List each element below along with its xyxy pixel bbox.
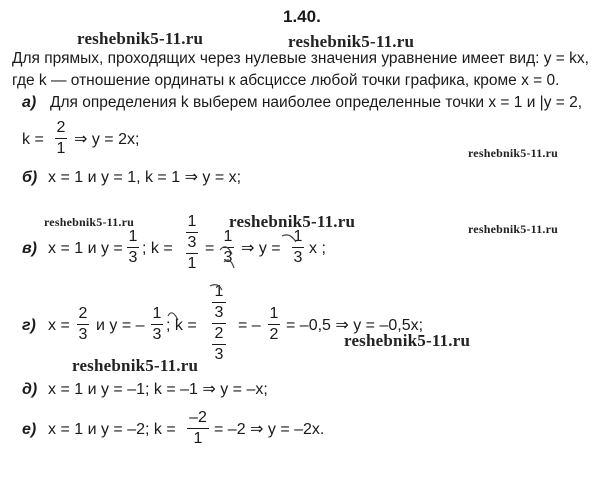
fraction-numerator: 1	[223, 228, 233, 245]
fraction-numerator: 1	[187, 213, 197, 230]
fraction-numerator: 1	[293, 228, 303, 245]
item-v-k-compound-fraction	[186, 214, 198, 272]
watermark: reshebnik5-11.ru	[468, 146, 558, 160]
item-g-result: = –0,5 ⇒ y = –0,5x;	[286, 317, 424, 334]
fraction-bar	[187, 428, 209, 429]
intro-line-2: где k — отношение ординаты к абсциссе любой точки графика, кроме x = 0.	[12, 72, 560, 89]
pen-scratch-marks	[160, 282, 230, 332]
fraction-bar	[212, 344, 226, 345]
fraction-denominator: 2	[269, 326, 279, 343]
fraction-numerator: –2	[189, 409, 207, 426]
item-v-result-prefix: ⇒ y =	[241, 240, 281, 257]
fraction-numerator: 2	[56, 119, 66, 136]
fraction-denominator: 3	[187, 234, 197, 251]
item-g-result-fraction	[268, 306, 280, 343]
watermark: reshebnik5-11.ru	[229, 212, 356, 231]
fraction-denominator: 3	[214, 304, 224, 321]
item-b-label: б)	[22, 169, 38, 186]
item-d-text: x = 1 и y = –1; k = –1 ⇒ y = –x;	[48, 381, 268, 398]
item-a-result: ⇒ y = 2x;	[74, 131, 140, 148]
watermark: reshebnik5-11.ru	[344, 331, 471, 350]
item-g-x-fraction	[77, 306, 89, 343]
item-a-text: Для определения k выберем наиболее определенные точки x = 1 и |y = 2,	[50, 94, 583, 111]
item-e-result: = –2 ⇒ y = –2x.	[214, 421, 325, 438]
fraction-denominator: 3	[293, 249, 303, 266]
watermark: reshebnik5-11.ru	[288, 32, 415, 51]
fraction-denominator: 3	[128, 249, 138, 266]
pen-scratch-marks	[216, 232, 326, 272]
fraction-bar	[268, 324, 280, 325]
fraction-denominator: 3	[78, 326, 88, 343]
fraction-denominator: 1	[56, 140, 66, 157]
fraction-numerator: 1	[269, 305, 279, 322]
item-a-label: а)	[22, 94, 37, 111]
fraction-bar	[186, 232, 198, 233]
item-e-label: е)	[22, 421, 37, 438]
fraction-bar	[127, 247, 139, 248]
fraction-numerator: 1	[128, 228, 138, 245]
item-g-equals: = –	[238, 317, 261, 334]
item-e-k-fraction	[187, 410, 209, 447]
item-b-text: x = 1 и y = 1, k = 1 ⇒ y = x;	[48, 169, 242, 186]
fraction-numerator: 2	[214, 325, 224, 342]
fraction-denominator: 3	[152, 326, 162, 343]
item-d-label: д)	[22, 381, 38, 398]
item-g-y-prefix: и y = –	[96, 317, 145, 334]
item-v-label: в)	[22, 240, 37, 257]
fraction-numerator: 1	[214, 283, 224, 300]
item-v-text: x = 1 и y =	[48, 240, 123, 257]
fraction-main-bar	[186, 253, 198, 254]
watermark: reshebnik5-11.ru	[72, 356, 199, 375]
fraction-numerator: 2	[78, 305, 88, 322]
item-v-k-prefix: ; k =	[142, 240, 173, 257]
fraction-denominator: 1	[193, 430, 203, 447]
watermark: reshebnik5-11.ru	[468, 222, 558, 236]
fraction-denominator: 3	[223, 249, 233, 266]
item-a-k-prefix: k =	[22, 131, 44, 148]
item-g-x-prefix: x =	[48, 317, 70, 334]
item-a-k-fraction	[55, 120, 67, 157]
fraction-denominator: 1	[187, 255, 197, 272]
problem-number: 1.40.	[283, 7, 321, 26]
item-v-result-suffix: x ;	[309, 240, 326, 257]
item-v-equals: =	[205, 240, 215, 257]
intro-line-1: Для прямых, проходящих через нулевые значения уравнение имеет вид: y = kx,	[12, 50, 589, 67]
watermark: reshebnik5-11.ru	[44, 215, 134, 229]
item-g-k-prefix: ; k =	[166, 317, 197, 334]
fraction-denominator: 3	[214, 346, 224, 363]
item-e-text: x = 1 и y = –2; k =	[48, 421, 176, 438]
item-g-label: г)	[22, 317, 36, 334]
item-v-y-fraction	[127, 229, 139, 266]
watermark: reshebnik5-11.ru	[77, 29, 204, 48]
fraction-numerator: 1	[152, 305, 162, 322]
fraction-bar	[55, 138, 67, 139]
fraction-bar	[77, 324, 89, 325]
